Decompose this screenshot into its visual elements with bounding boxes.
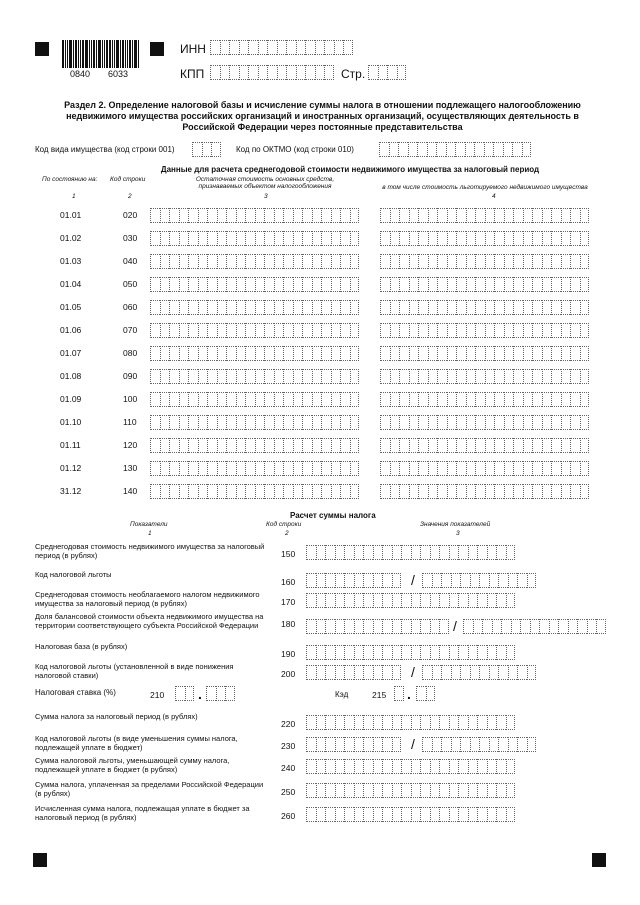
avg-row-date: 01.05	[60, 302, 82, 312]
calc-section-title: Расчет суммы налога	[290, 511, 376, 520]
calc-row-label: Сумма налоговой льготы, уменьшающей сумму налога, подлежащей уплате в бюджет (в рублях)	[35, 756, 230, 774]
calc-row-field[interactable]	[306, 715, 515, 730]
calc-row-code: 160	[281, 577, 296, 587]
calc-col1-header: Показатели	[130, 521, 168, 528]
page-label: Стр.	[341, 67, 366, 81]
col-num-3: 3	[264, 193, 268, 200]
calc-col-num-3: 3	[456, 530, 460, 537]
col3-header: Остаточная стоимость основных средств, признаваемых объектом налогообложения	[195, 176, 335, 190]
section-title: Раздел 2. Определение налоговой базы и исчисление суммы налога в отношении подлежащего налогообложению недвижимого имущества российских организаций и иностранных организаций, осуществляющих деятельность в Российской Федерации через постоянные представительства	[64, 100, 581, 132]
avg-row-date: 01.02	[60, 233, 82, 243]
avg-row-code: 100	[123, 394, 138, 404]
avg-row-benefit-value-field[interactable]	[380, 323, 589, 338]
calc-row-code: 260	[281, 811, 296, 821]
avg-row-benefit-value-field[interactable]	[380, 438, 589, 453]
avg-row-benefit-value-field[interactable]	[380, 300, 589, 315]
avg-row-date: 01.07	[60, 348, 82, 358]
barcode-number-left: 0840	[70, 69, 91, 79]
slash-separator: /	[411, 572, 415, 588]
calc-row-field-part1[interactable]	[306, 573, 401, 588]
corner-marker-top-mid	[150, 42, 164, 56]
avg-row-residual-value-field[interactable]	[150, 231, 359, 246]
barcode	[62, 40, 146, 68]
avg-row-benefit-value-field[interactable]	[380, 277, 589, 292]
calc-row-label: Код налоговой льготы (установленной в виде понижения налоговой ставки)	[35, 662, 234, 680]
slash-separator: /	[411, 736, 415, 752]
avg-row-code: 050	[123, 279, 138, 289]
calc-row-code: 240	[281, 763, 296, 773]
calc-row-field-part1[interactable]	[306, 619, 449, 634]
property-code-field[interactable]	[192, 142, 221, 157]
calc-row-field[interactable]	[306, 759, 515, 774]
col4-header: в том числе стоимость льготируемого недвижимого имущества	[382, 184, 588, 191]
avg-row-code: 080	[123, 348, 138, 358]
avg-row-benefit-value-field[interactable]	[380, 346, 589, 361]
rate-decimal-dot: .	[198, 686, 202, 702]
kyd-int-field[interactable]	[394, 686, 404, 701]
oktmo-field[interactable]	[379, 142, 531, 157]
page-field[interactable]	[368, 65, 406, 80]
avg-row-date: 31.12	[60, 486, 82, 496]
avg-row-date: 01.10	[60, 417, 82, 427]
avg-row-residual-value-field[interactable]	[150, 461, 359, 476]
calc-row-code: 150	[281, 549, 296, 559]
calc-row-label: Среднегодовая стоимость недвижимого имущества за налоговый период (в рублях)	[35, 542, 265, 560]
avg-section-title: Данные для расчета среднегодовой стоимости недвижимого имущества за налоговый период	[160, 165, 540, 174]
calc-row-field-part1[interactable]	[306, 665, 401, 680]
avg-row-code: 020	[123, 210, 138, 220]
corner-marker-top-left	[35, 42, 49, 56]
avg-row-code: 060	[123, 302, 138, 312]
calc-row-field-part2[interactable]	[422, 665, 536, 680]
property-code-label: Код вида имущества (код строки 001)	[35, 145, 175, 154]
avg-row-code: 030	[123, 233, 138, 243]
rate-label: Налоговая ставка (%)	[35, 688, 116, 697]
calc-row-field-part2[interactable]	[422, 573, 536, 588]
inn-field[interactable]	[210, 40, 353, 55]
avg-row-benefit-value-field[interactable]	[380, 415, 589, 430]
avg-row-benefit-value-field[interactable]	[380, 231, 589, 246]
col2-header: Код строки	[110, 176, 146, 183]
calc-row-code: 250	[281, 787, 296, 797]
calc-row-field[interactable]	[306, 593, 515, 608]
calc-row-label: Доля балансовой стоимости объекта недвижимого имущества на территории соответствующего субъекта Российской Федерации	[35, 612, 264, 630]
avg-row-residual-value-field[interactable]	[150, 323, 359, 338]
avg-row-date: 01.11	[60, 440, 81, 450]
col-num-4: 4	[492, 193, 496, 200]
avg-row-residual-value-field[interactable]	[150, 277, 359, 292]
avg-row-residual-value-field[interactable]	[150, 346, 359, 361]
avg-row-date: 01.01	[60, 210, 82, 220]
avg-row-code: 070	[123, 325, 138, 335]
calc-row-field-part2[interactable]	[463, 619, 606, 634]
calc-col3-header: Значения показателей	[420, 521, 491, 528]
calc-row-field[interactable]	[306, 545, 515, 560]
calc-row-label: Исчисленная сумма налога, подлежащая уплате в бюджет за налоговый период (в рублях)	[35, 804, 250, 822]
calc-row-code: 190	[281, 649, 296, 659]
kpp-label: КПП	[180, 67, 205, 81]
avg-row-benefit-value-field[interactable]	[380, 461, 589, 476]
inn-label: ИНН	[180, 42, 206, 56]
avg-row-benefit-value-field[interactable]	[380, 254, 589, 269]
avg-row-benefit-value-field[interactable]	[380, 208, 589, 223]
avg-row-residual-value-field[interactable]	[150, 392, 359, 407]
avg-row-residual-value-field[interactable]	[150, 208, 359, 223]
calc-col2-header: Код строки	[266, 521, 302, 528]
avg-row-residual-value-field[interactable]	[150, 254, 359, 269]
avg-row-code: 110	[123, 417, 137, 427]
avg-row-code: 090	[123, 371, 138, 381]
kyd-label: Кэд	[335, 690, 349, 699]
avg-row-residual-value-field[interactable]	[150, 300, 359, 315]
avg-row-code: 130	[123, 463, 138, 473]
col-num-2: 2	[128, 193, 132, 200]
kyd-frac-field[interactable]	[416, 686, 435, 701]
avg-row-date: 01.12	[60, 463, 82, 473]
kyd-code: 215	[372, 690, 387, 700]
calc-row-code: 170	[281, 597, 296, 607]
avg-row-benefit-value-field[interactable]	[380, 392, 589, 407]
corner-marker-bottom-left	[33, 853, 47, 867]
calc-row-label: Код налоговой льготы	[35, 570, 112, 579]
calc-row-code: 180	[281, 619, 296, 629]
avg-row-date: 01.06	[60, 325, 82, 335]
avg-row-residual-value-field[interactable]	[150, 484, 359, 499]
avg-row-residual-value-field[interactable]	[150, 369, 359, 384]
avg-row-date: 01.04	[60, 279, 82, 289]
rate-int-field[interactable]	[175, 686, 194, 701]
kyd-decimal-dot: .	[407, 686, 411, 702]
barcode-number-right: 6033	[108, 69, 129, 79]
rate-code: 210	[150, 690, 165, 700]
kpp-field[interactable]	[210, 65, 334, 80]
slash-separator: /	[453, 618, 457, 634]
calc-row-field[interactable]	[306, 807, 515, 822]
avg-row-benefit-value-field[interactable]	[380, 484, 589, 499]
calc-row-field[interactable]	[306, 783, 515, 798]
avg-row-residual-value-field[interactable]	[150, 415, 359, 430]
avg-row-residual-value-field[interactable]	[150, 438, 359, 453]
calc-row-code: 220	[281, 719, 296, 729]
avg-row-date: 01.03	[60, 256, 82, 266]
avg-row-code: 040	[123, 256, 138, 266]
calc-row-field[interactable]	[306, 645, 515, 660]
avg-row-code: 120	[123, 440, 138, 450]
avg-row-benefit-value-field[interactable]	[380, 369, 589, 384]
col-num-1: 1	[72, 193, 76, 200]
corner-marker-bottom-right	[592, 853, 606, 867]
calc-row-code: 230	[281, 741, 296, 751]
calc-row-code: 200	[281, 669, 296, 679]
calc-col-num-1: 1	[148, 530, 152, 537]
calc-col-num-2: 2	[285, 530, 289, 537]
calc-row-label: Код налоговой льготы (в виде уменьшения суммы налога, подлежащей уплате в бюджет)	[35, 734, 238, 752]
calc-row-label: Сумма налога, уплаченная за пределами Российской Федерации (в рублях)	[35, 780, 264, 798]
calc-row-field-part1[interactable]	[306, 737, 401, 752]
col1-header: По состоянию на:	[42, 176, 98, 183]
avg-row-date: 01.08	[60, 371, 82, 381]
calc-row-label: Налоговая база (в рублях)	[35, 642, 128, 651]
oktmo-label: Код по ОКТМО (код строки 010)	[236, 145, 354, 154]
calc-row-label: Сумма налога за налоговый период (в рублях)	[35, 712, 198, 721]
calc-row-field-part2[interactable]	[422, 737, 536, 752]
avg-row-date: 01.09	[60, 394, 82, 404]
rate-frac-field[interactable]	[206, 686, 235, 701]
slash-separator: /	[411, 664, 415, 680]
avg-row-code: 140	[123, 486, 138, 496]
calc-row-label: Среднегодовая стоимость необлагаемого налогом недвижимого имущества за налоговый период (в рублях)	[35, 590, 260, 608]
